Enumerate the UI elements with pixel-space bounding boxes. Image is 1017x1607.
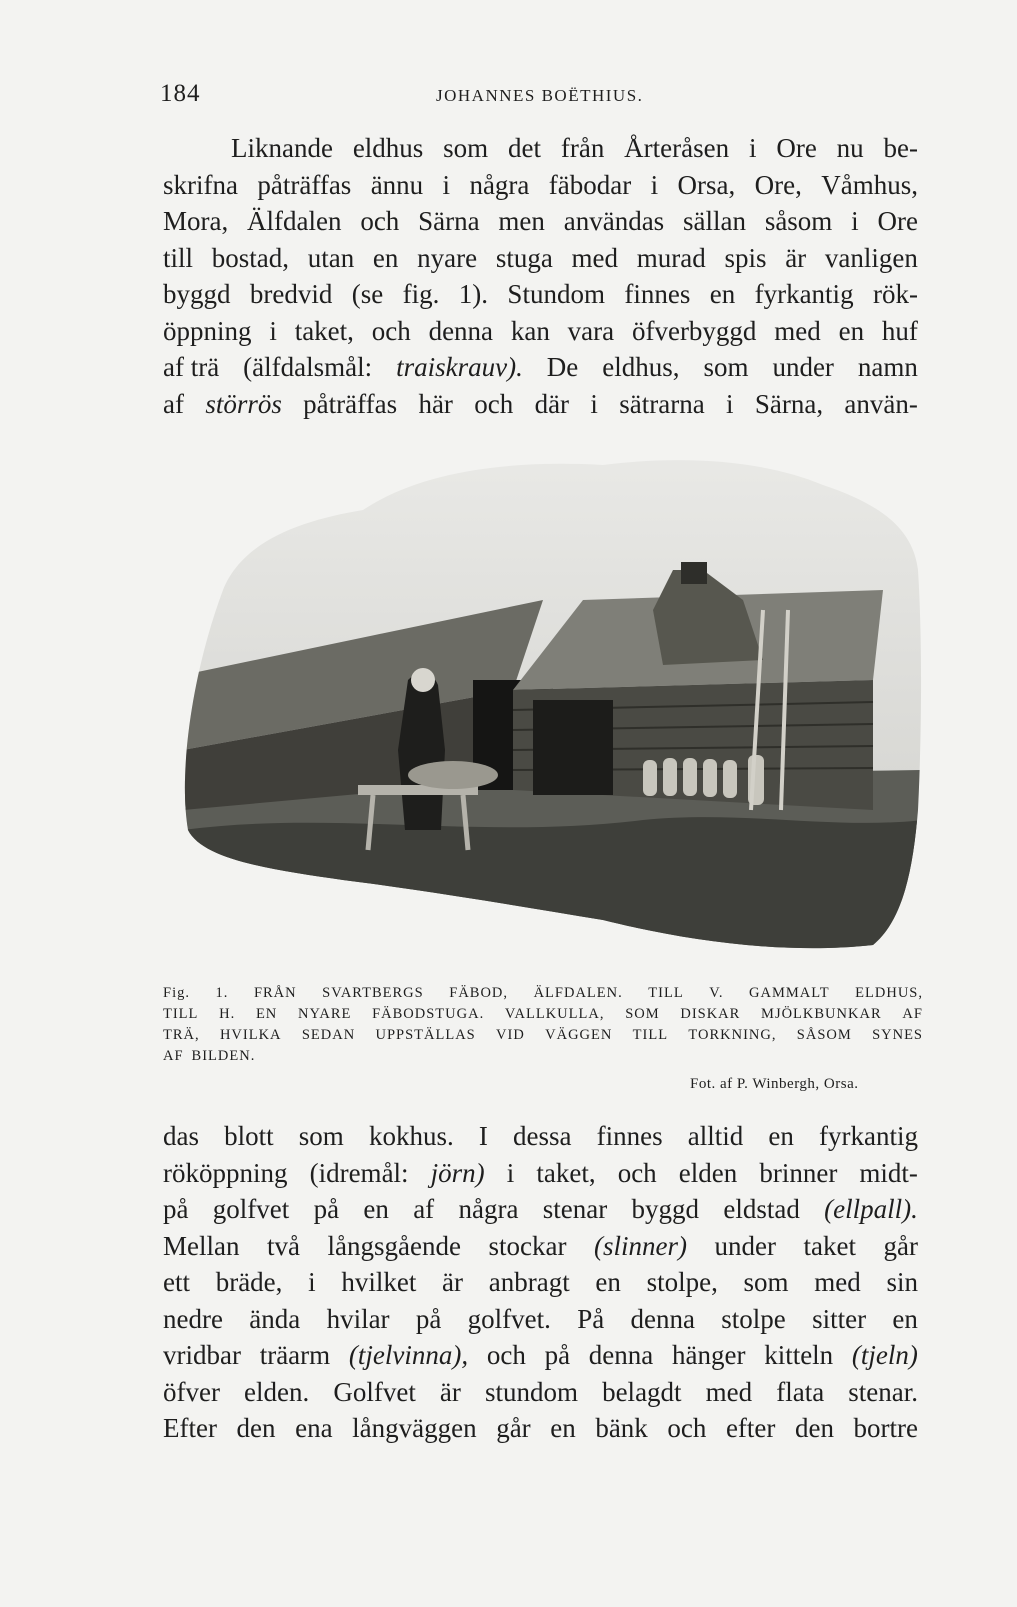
word: stenar. [848, 1376, 918, 1407]
word: kan [510, 315, 550, 346]
word: och [360, 206, 400, 236]
word: kitteln [764, 1340, 834, 1370]
word: i [726, 388, 734, 419]
caption-line: AF BILDEN. [163, 1048, 256, 1064]
word: Stundom [507, 279, 605, 309]
text-line [163, 1410, 918, 1447]
word: störrös [205, 388, 282, 419]
word: långväggen [352, 1413, 477, 1443]
word: sin [886, 1267, 918, 1297]
text-line [163, 203, 918, 240]
word: sätrarna [619, 388, 705, 419]
word: på [163, 1194, 189, 1224]
word: stundom [484, 1376, 578, 1407]
word: (tjelvinna), [348, 1340, 469, 1370]
word: såsom [764, 206, 833, 236]
photograph [183, 450, 923, 955]
word: utan [307, 242, 355, 273]
word: i [748, 133, 757, 163]
word: taket, [294, 315, 354, 346]
word: sitter [812, 1303, 867, 1334]
word: rök- [872, 279, 918, 309]
word: i [590, 388, 598, 419]
word: elden [678, 1157, 738, 1188]
word: brinner [759, 1157, 838, 1188]
word: öfver [163, 1376, 220, 1407]
text-line [163, 240, 918, 277]
word: Mora, [163, 206, 229, 236]
word: (älfdalsmål: [243, 352, 373, 382]
text-line [163, 1118, 918, 1155]
word: Särna [418, 206, 480, 236]
word: en [372, 242, 399, 273]
word: Årteråsen [624, 133, 730, 163]
word: i [650, 169, 659, 200]
word: bräde, [215, 1267, 283, 1297]
word: en [709, 279, 736, 309]
word: det [508, 133, 542, 163]
word: eldstad [723, 1194, 800, 1224]
text-line [163, 276, 918, 313]
word: en [595, 1267, 621, 1297]
word: Våmhus, [821, 169, 918, 200]
text-line [163, 1228, 918, 1265]
word: som [298, 1121, 344, 1151]
word: går [496, 1413, 531, 1443]
word: af [413, 1194, 435, 1224]
word: elden. [244, 1376, 310, 1407]
word: fig. [402, 279, 440, 309]
text-line [163, 1264, 918, 1301]
word: och [486, 1340, 526, 1370]
word: murad [636, 242, 706, 273]
word: några [458, 1194, 519, 1224]
word: På [577, 1303, 605, 1334]
word: byggd [631, 1194, 700, 1224]
word: Liknande [231, 133, 333, 163]
word: nyare [417, 242, 478, 273]
word: taket, [536, 1157, 596, 1188]
word: är [785, 242, 807, 273]
word: är [442, 1267, 464, 1297]
word: Mellan [163, 1230, 240, 1261]
word: en [892, 1303, 918, 1334]
word: bredvid [249, 279, 333, 309]
word: Särna, [754, 388, 824, 419]
word: i [442, 169, 451, 200]
running-head [160, 80, 920, 110]
text-line [163, 313, 918, 350]
word: stuga [495, 242, 553, 273]
word: bänk [595, 1413, 648, 1443]
word: eldhus [352, 133, 424, 163]
word: i [851, 206, 859, 236]
word: på [544, 1340, 571, 1370]
paragraph-bottom [163, 1118, 918, 1447]
photo-credit: Fot. af P. Winbergh, Orsa. [690, 1076, 859, 1092]
word: från [560, 133, 605, 163]
word: Ore [877, 206, 918, 236]
word: (slinner) [593, 1230, 687, 1261]
word: och [371, 315, 411, 346]
text-line [163, 1301, 918, 1338]
word: med [571, 242, 619, 273]
word: fäbodar [548, 169, 632, 200]
word: under [772, 352, 834, 382]
word: här [418, 388, 453, 419]
word: (idremål: [309, 1157, 409, 1188]
word: vanligen [824, 242, 918, 273]
word: byggd [163, 279, 231, 309]
word: ända [249, 1303, 301, 1334]
word: Ore [776, 133, 817, 163]
word: anbragt [488, 1267, 570, 1297]
word: denna [630, 1303, 695, 1334]
word: under [714, 1230, 776, 1261]
word: stenar [542, 1194, 608, 1224]
word: af [163, 388, 184, 419]
word: där [534, 388, 570, 419]
text-line [163, 1155, 918, 1192]
word: några [469, 169, 530, 200]
photograph-figure [183, 450, 923, 955]
word: vara [567, 315, 615, 346]
text-line [163, 130, 918, 167]
word: nu [836, 133, 864, 163]
word: den [794, 1413, 834, 1443]
word: De [546, 352, 579, 382]
word: i [506, 1157, 515, 1188]
word: går [883, 1230, 918, 1261]
word: ett [163, 1267, 190, 1297]
page-number: 184 [160, 80, 201, 107]
word: öfverbyggd [631, 315, 757, 346]
word: en [838, 315, 865, 346]
word: och [667, 1413, 707, 1443]
word: traiskrauv). [396, 352, 523, 382]
word: använ- [844, 388, 918, 419]
word: alltid [687, 1121, 744, 1151]
word: stolpe [721, 1303, 786, 1334]
word: ena [295, 1413, 333, 1443]
word: som [743, 1267, 789, 1297]
word: ännu [370, 169, 424, 200]
word: i [308, 1267, 316, 1297]
word: påträffas [303, 388, 398, 419]
word: stolpe, [646, 1267, 718, 1297]
word: sällan [683, 206, 746, 236]
text-line [163, 1191, 918, 1228]
word: finnes [624, 279, 691, 309]
word: stockar [488, 1230, 567, 1261]
word: Efter [163, 1413, 217, 1443]
word: efter [725, 1413, 776, 1443]
word: Golfvet [333, 1376, 416, 1407]
word: flata [776, 1376, 825, 1407]
word: fyrkantig [754, 279, 854, 309]
word: en [768, 1121, 794, 1151]
word: bostad, [211, 242, 289, 273]
word: påträffas [257, 169, 352, 200]
word: skrifna [163, 169, 238, 200]
word: i [269, 315, 277, 346]
caption-line: TRÄ, HVILKA SEDAN UPPSTÄLLAS VID VÄGGEN TILL TORKNING, SÅSOM SYNES [163, 1027, 923, 1043]
word: jörn) [430, 1157, 485, 1188]
word: användas [563, 206, 665, 236]
word: på [313, 1194, 340, 1224]
word: 1). [458, 279, 489, 309]
word: spis [724, 242, 767, 273]
text-line [163, 1374, 918, 1411]
word: hvilket [341, 1267, 417, 1297]
word: två [267, 1230, 300, 1261]
caption-line: Fig. 1. FRÅN SVARTBERGS FÄBOD, ÄLFDALEN. TILL V. GAMMALT ELDHUS, [163, 985, 923, 1001]
word: (tjeln) [851, 1340, 918, 1370]
figure-caption [163, 983, 923, 1067]
word: och [617, 1157, 657, 1188]
word: Älfdalen [247, 206, 342, 236]
word: I [478, 1121, 488, 1151]
word: men [498, 206, 545, 236]
word: blott [224, 1121, 274, 1151]
word: das [163, 1121, 199, 1151]
word: golfvet. [467, 1303, 551, 1334]
word: denna [588, 1340, 654, 1370]
word: eldhus, [602, 352, 680, 382]
text-line [163, 386, 918, 423]
word: bortre [853, 1413, 918, 1443]
paragraph-top [163, 130, 918, 422]
word: midt- [859, 1157, 918, 1188]
word: namn [857, 352, 918, 382]
word: (se [351, 279, 384, 309]
word: finnes [596, 1121, 663, 1151]
word: huf [881, 315, 918, 346]
word: på [415, 1303, 442, 1334]
word: med [774, 315, 821, 346]
word: fyrkantig [819, 1121, 918, 1151]
word: med [814, 1267, 861, 1297]
word: som [443, 133, 489, 163]
word: vridbar [163, 1340, 241, 1370]
word: är [439, 1376, 461, 1407]
word: (ellpall). [824, 1194, 918, 1224]
word: långsgående [327, 1230, 461, 1261]
word: taket [803, 1230, 856, 1261]
word: till [163, 242, 194, 273]
word: öppning [163, 315, 252, 346]
word: denna [428, 315, 494, 346]
word: rököppning [163, 1157, 288, 1188]
caption-line: TILL H. EN NYARE FÄBODSTUGA. VALLKULLA, SOM DISKAR MJÖLKBUNKAR AF [163, 1006, 923, 1022]
word: som [703, 352, 749, 382]
word: träarm [259, 1340, 331, 1370]
word: kokhus. [368, 1121, 454, 1151]
word: belagdt [602, 1376, 682, 1407]
word: af trä [163, 352, 220, 382]
header-title: JOHANNES BOËTHIUS. [436, 86, 644, 105]
word: en [363, 1194, 389, 1224]
word: Orsa, [677, 169, 736, 200]
word: be- [883, 133, 918, 163]
word: hänger [671, 1340, 746, 1370]
word: golfvet [212, 1194, 290, 1224]
text-line [163, 167, 918, 204]
word: Ore, [754, 169, 802, 200]
word: dessa [513, 1121, 572, 1151]
word: och [474, 388, 514, 419]
word: den [236, 1413, 276, 1443]
word: hvilar [326, 1303, 390, 1334]
text-line [163, 349, 918, 386]
word: med [705, 1376, 753, 1407]
word: en [550, 1413, 576, 1443]
text-line [163, 1337, 918, 1374]
word: nedre [163, 1303, 223, 1334]
